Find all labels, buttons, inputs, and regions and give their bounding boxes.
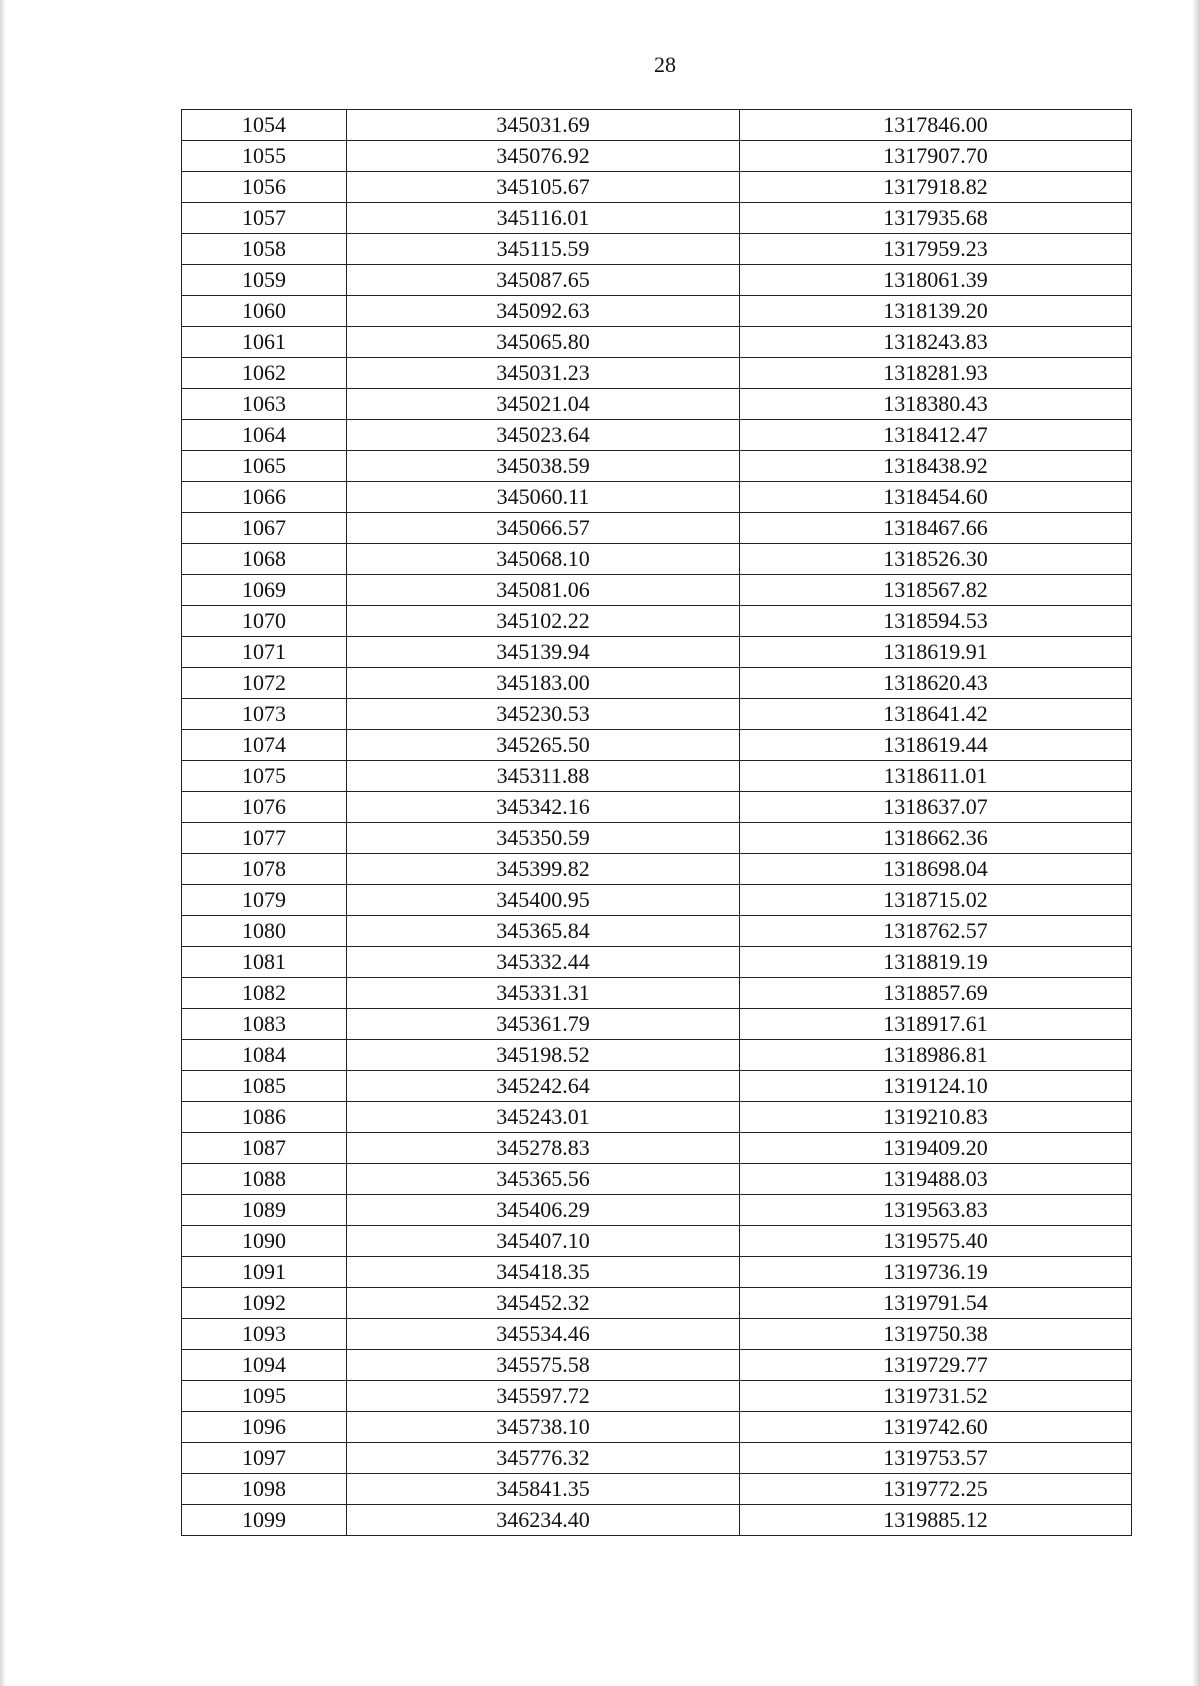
x-coordinate-cell: 345242.64 [347,1071,740,1102]
x-coordinate-cell: 345021.04 [347,389,740,420]
point-number-cell: 1066 [182,482,347,513]
y-coordinate-cell: 1317959.23 [740,234,1132,265]
coordinate-table [181,109,1132,1536]
point-number-cell: 1081 [182,947,347,978]
table-row [182,141,1132,172]
x-coordinate-cell: 345243.01 [347,1102,740,1133]
y-coordinate-cell: 1318857.69 [740,978,1132,1009]
point-number-cell: 1064 [182,420,347,451]
point-number-cell: 1061 [182,327,347,358]
point-number-cell: 1060 [182,296,347,327]
table-row [182,1009,1132,1040]
coordinate-table-body [182,110,1132,1536]
table-row [182,358,1132,389]
table-row [182,1505,1132,1536]
point-number-cell: 1084 [182,1040,347,1071]
point-number-cell: 1075 [182,761,347,792]
table-row [182,482,1132,513]
x-coordinate-cell: 345031.23 [347,358,740,389]
table-row [182,761,1132,792]
x-coordinate-cell: 345350.59 [347,823,740,854]
x-coordinate-cell: 345841.35 [347,1474,740,1505]
table-row [182,234,1132,265]
y-coordinate-cell: 1319124.10 [740,1071,1132,1102]
table-row [182,792,1132,823]
point-number-cell: 1091 [182,1257,347,1288]
table-row [182,451,1132,482]
y-coordinate-cell: 1318641.42 [740,699,1132,730]
table-row [182,1319,1132,1350]
table-row [182,1040,1132,1071]
table-row [182,265,1132,296]
x-coordinate-cell: 345087.65 [347,265,740,296]
table-row [182,1412,1132,1443]
point-number-cell: 1059 [182,265,347,296]
table-row [182,389,1132,420]
point-number-cell: 1088 [182,1164,347,1195]
y-coordinate-cell: 1319885.12 [740,1505,1132,1536]
table-row [182,1443,1132,1474]
table-row [182,947,1132,978]
point-number-cell: 1057 [182,203,347,234]
y-coordinate-cell: 1318619.44 [740,730,1132,761]
x-coordinate-cell: 345776.32 [347,1443,740,1474]
point-number-cell: 1067 [182,513,347,544]
x-coordinate-cell: 345365.56 [347,1164,740,1195]
y-coordinate-cell: 1318762.57 [740,916,1132,947]
scan-edge-right [1192,0,1200,1686]
table-row [182,203,1132,234]
table-row [182,1195,1132,1226]
y-coordinate-cell: 1319409.20 [740,1133,1132,1164]
table-row [182,668,1132,699]
y-coordinate-cell: 1318637.07 [740,792,1132,823]
point-number-cell: 1086 [182,1102,347,1133]
point-number-cell: 1069 [182,575,347,606]
x-coordinate-cell: 345400.95 [347,885,740,916]
table-row [182,1226,1132,1257]
point-number-cell: 1070 [182,606,347,637]
table-row [182,1381,1132,1412]
point-number-cell: 1082 [182,978,347,1009]
y-coordinate-cell: 1318412.47 [740,420,1132,451]
x-coordinate-cell: 345452.32 [347,1288,740,1319]
y-coordinate-cell: 1318715.02 [740,885,1132,916]
table-row [182,1071,1132,1102]
table-row [182,1257,1132,1288]
x-coordinate-cell: 345597.72 [347,1381,740,1412]
table-row [182,575,1132,606]
scan-edge-left [0,0,6,1686]
point-number-cell: 1062 [182,358,347,389]
y-coordinate-cell: 1318819.19 [740,947,1132,978]
table-row [182,296,1132,327]
y-coordinate-cell: 1318281.93 [740,358,1132,389]
y-coordinate-cell: 1319750.38 [740,1319,1132,1350]
table-row [182,637,1132,668]
point-number-cell: 1085 [182,1071,347,1102]
x-coordinate-cell: 345066.57 [347,513,740,544]
x-coordinate-cell: 345116.01 [347,203,740,234]
table-row [182,327,1132,358]
table-row [182,699,1132,730]
table-row [182,513,1132,544]
x-coordinate-cell: 345278.83 [347,1133,740,1164]
y-coordinate-cell: 1318380.43 [740,389,1132,420]
table-row [182,823,1132,854]
point-number-cell: 1077 [182,823,347,854]
table-row [182,1133,1132,1164]
y-coordinate-cell: 1318611.01 [740,761,1132,792]
y-coordinate-cell: 1319488.03 [740,1164,1132,1195]
y-coordinate-cell: 1318619.91 [740,637,1132,668]
y-coordinate-cell: 1319772.25 [740,1474,1132,1505]
point-number-cell: 1087 [182,1133,347,1164]
table-row [182,1102,1132,1133]
x-coordinate-cell: 345230.53 [347,699,740,730]
x-coordinate-cell: 345738.10 [347,1412,740,1443]
y-coordinate-cell: 1318917.61 [740,1009,1132,1040]
x-coordinate-cell: 345331.31 [347,978,740,1009]
point-number-cell: 1093 [182,1319,347,1350]
y-coordinate-cell: 1319731.52 [740,1381,1132,1412]
table-row [182,606,1132,637]
point-number-cell: 1056 [182,172,347,203]
y-coordinate-cell: 1318567.82 [740,575,1132,606]
x-coordinate-cell: 345139.94 [347,637,740,668]
x-coordinate-cell: 345311.88 [347,761,740,792]
y-coordinate-cell: 1319753.57 [740,1443,1132,1474]
table-row [182,730,1132,761]
x-coordinate-cell: 345265.50 [347,730,740,761]
point-number-cell: 1071 [182,637,347,668]
x-coordinate-cell: 345081.06 [347,575,740,606]
table-row [182,1350,1132,1381]
x-coordinate-cell: 345407.10 [347,1226,740,1257]
table-row [182,854,1132,885]
table-row [182,1164,1132,1195]
point-number-cell: 1097 [182,1443,347,1474]
point-number-cell: 1080 [182,916,347,947]
y-coordinate-cell: 1319563.83 [740,1195,1132,1226]
table-row [182,1288,1132,1319]
point-number-cell: 1083 [182,1009,347,1040]
point-number-cell: 1058 [182,234,347,265]
y-coordinate-cell: 1318438.92 [740,451,1132,482]
y-coordinate-cell: 1318698.04 [740,854,1132,885]
y-coordinate-cell: 1318662.36 [740,823,1132,854]
y-coordinate-cell: 1319210.83 [740,1102,1132,1133]
point-number-cell: 1065 [182,451,347,482]
point-number-cell: 1078 [182,854,347,885]
x-coordinate-cell: 345060.11 [347,482,740,513]
point-number-cell: 1072 [182,668,347,699]
x-coordinate-cell: 345418.35 [347,1257,740,1288]
point-number-cell: 1090 [182,1226,347,1257]
y-coordinate-cell: 1317907.70 [740,141,1132,172]
table-row [182,110,1132,141]
x-coordinate-cell: 345023.64 [347,420,740,451]
y-coordinate-cell: 1319791.54 [740,1288,1132,1319]
x-coordinate-cell: 345105.67 [347,172,740,203]
table-row [182,172,1132,203]
y-coordinate-cell: 1318243.83 [740,327,1132,358]
y-coordinate-cell: 1318526.30 [740,544,1132,575]
point-number-cell: 1076 [182,792,347,823]
x-coordinate-cell: 345332.44 [347,947,740,978]
x-coordinate-cell: 345399.82 [347,854,740,885]
x-coordinate-cell: 345534.46 [347,1319,740,1350]
y-coordinate-cell: 1317918.82 [740,172,1132,203]
point-number-cell: 1079 [182,885,347,916]
page-number: 28 [654,52,676,77]
y-coordinate-cell: 1319742.60 [740,1412,1132,1443]
x-coordinate-cell: 345183.00 [347,668,740,699]
y-coordinate-cell: 1319736.19 [740,1257,1132,1288]
x-coordinate-cell: 345076.92 [347,141,740,172]
point-number-cell: 1095 [182,1381,347,1412]
x-coordinate-cell: 345102.22 [347,606,740,637]
x-coordinate-cell: 345361.79 [347,1009,740,1040]
table-row [182,916,1132,947]
y-coordinate-cell: 1318139.20 [740,296,1132,327]
y-coordinate-cell: 1318467.66 [740,513,1132,544]
y-coordinate-cell: 1317935.68 [740,203,1132,234]
y-coordinate-cell: 1318620.43 [740,668,1132,699]
x-coordinate-cell: 345068.10 [347,544,740,575]
y-coordinate-cell: 1318986.81 [740,1040,1132,1071]
table-row [182,885,1132,916]
x-coordinate-cell: 345038.59 [347,451,740,482]
point-number-cell: 1098 [182,1474,347,1505]
y-coordinate-cell: 1317846.00 [740,110,1132,141]
point-number-cell: 1073 [182,699,347,730]
point-number-cell: 1074 [182,730,347,761]
table-row [182,978,1132,1009]
point-number-cell: 1055 [182,141,347,172]
x-coordinate-cell: 345575.58 [347,1350,740,1381]
x-coordinate-cell: 345115.59 [347,234,740,265]
x-coordinate-cell: 345092.63 [347,296,740,327]
x-coordinate-cell: 345198.52 [347,1040,740,1071]
table-row [182,420,1132,451]
x-coordinate-cell: 345406.29 [347,1195,740,1226]
point-number-cell: 1063 [182,389,347,420]
y-coordinate-cell: 1318594.53 [740,606,1132,637]
x-coordinate-cell: 345365.84 [347,916,740,947]
y-coordinate-cell: 1318061.39 [740,265,1132,296]
x-coordinate-cell: 346234.40 [347,1505,740,1536]
point-number-cell: 1054 [182,110,347,141]
x-coordinate-cell: 345065.80 [347,327,740,358]
point-number-cell: 1099 [182,1505,347,1536]
point-number-cell: 1089 [182,1195,347,1226]
x-coordinate-cell: 345031.69 [347,110,740,141]
y-coordinate-cell: 1318454.60 [740,482,1132,513]
x-coordinate-cell: 345342.16 [347,792,740,823]
table-row [182,1474,1132,1505]
point-number-cell: 1092 [182,1288,347,1319]
y-coordinate-cell: 1319729.77 [740,1350,1132,1381]
point-number-cell: 1068 [182,544,347,575]
point-number-cell: 1096 [182,1412,347,1443]
y-coordinate-cell: 1319575.40 [740,1226,1132,1257]
point-number-cell: 1094 [182,1350,347,1381]
table-row [182,544,1132,575]
